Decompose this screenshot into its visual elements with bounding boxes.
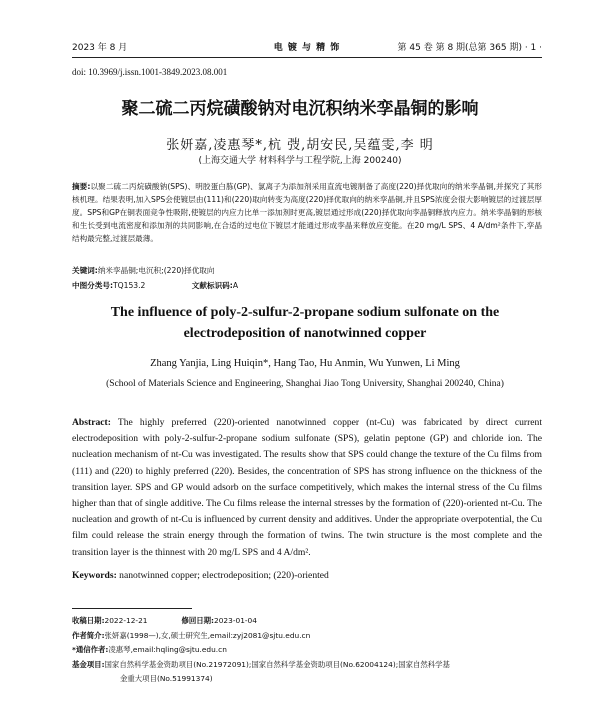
english-abstract xyxy=(72,415,542,561)
classification-label: 中图分类号: xyxy=(72,281,114,290)
funding-text: 国家自然科学基金资助项目(No.21972091);国家自然科学基金资助项目(No.62004124);国家自然科学基 xyxy=(104,659,450,669)
document-code xyxy=(192,281,260,290)
chinese-keywords xyxy=(72,265,542,276)
chinese-title: 聚二硫二丙烷磺酸钠对电沉积纳米孪晶铜的影响 xyxy=(121,99,479,119)
received-label: 收稿日期: xyxy=(72,616,105,625)
chinese-abstract-label: 摘要: xyxy=(72,182,91,191)
english-keywords-text: nanotwinned copper; electrodeposition; (220)-oriented xyxy=(119,570,329,581)
author-info-label: 作者简介: xyxy=(72,630,105,640)
english-affiliation: (School of Materials Science and Engineering, Shanghai Jiao Tong University, Shanghai 200240, China) xyxy=(106,379,504,389)
english-title: The influence of poly-2-sulfur-2-propane sodium sulfonate on the electrodeposition of nanotwinned copper xyxy=(110,305,500,341)
header-date: 2023 年 8 月 xyxy=(72,43,128,53)
funding-label: 基金项目: xyxy=(72,659,105,669)
revised-date: 2023-01-04 xyxy=(214,616,257,625)
running-header xyxy=(72,40,542,56)
english-abstract-label: Abstract: xyxy=(72,417,111,428)
chinese-keywords-label: 关键词: xyxy=(72,266,98,275)
english-authors: Zhang Yanjia, Ling Huiqin*, Hang Tao, Hu Anmin, Wu Yunwen, Li Ming xyxy=(150,358,460,369)
header-volume-page xyxy=(398,40,542,53)
document-code-value: A xyxy=(232,281,239,290)
header-volume: 第 45 卷 第 8 期(总第 365 期) xyxy=(397,43,522,53)
received-date: 2022-12-21 xyxy=(104,616,148,625)
footnotes xyxy=(72,614,542,687)
chinese-keywords-text: 纳米孪晶铜;电沉积;(220)择优取向 xyxy=(97,266,215,275)
english-keywords xyxy=(72,570,542,581)
doi[interactable]: doi: 10.3969/j.issn.1001-3849.2023.08.001 xyxy=(72,67,228,77)
chinese-abstract-text: 以聚二硫二丙烷磺酸钠(SPS)、明胶蛋白胨(GP)、氯离子为添加剂采用直流电镀制备了高度(220)择优取向的纳米孪晶铜,并探究了其形核机理。结果表明,加入SPS会使镀层由(111)和(220)取向转变为高度(220)择优取向的纳米孪晶铜,并且SPS浓度会很大影响镀层的过渡层厚度。SPS和GP在铜表面竞争性吸附,使镀层的内应力比单一添加剂时更高,镀层通过形成(220)择优取向孪晶铜释放内应力。纳米孪晶铜的形核和生长受到电流密度和添加剂的共同影响,在合适的过电位下镀层才能通过形成孪晶来释放应变能。在20 mg/L SPS、4 A/dm²条件下,孪晶结构最完整,过渡层最薄。 xyxy=(72,182,542,243)
document-code-label: 文献标识码: xyxy=(191,281,233,290)
chinese-authors: 张妍嘉,凌惠琴*,杭 弢,胡安民,吴蕴雯,李 明 xyxy=(166,138,434,153)
footnote-funding xyxy=(72,658,542,673)
footnote-corresponding xyxy=(72,643,542,658)
chinese-affiliation: (上海交通大学 材料科学与工程学院,上海 200240) xyxy=(198,156,402,166)
header-page-number: · 1 · xyxy=(524,43,542,53)
footnote-author-info xyxy=(72,629,542,644)
header-journal-name: 电 镀 与 精 饰 xyxy=(273,43,341,53)
footnote-dates xyxy=(72,614,542,629)
author-info-text: 张妍嘉(1998—),女,硕士研究生,email:zyj2081@sjtu.edu.cn xyxy=(104,630,311,640)
english-abstract-text: The highly preferred (220)-oriented nanotwinned copper (nt-Cu) was fabricated by direct current electrodeposition with poly-2-sulfur-2-propane sodium sulfonate (SPS), gelatin peptone (GP) and chloride ion. The nucleation mechanism of nt-Cu was investigated. The results show that SPS could change the texture of the Cu films from (111) and (220) to highly preferred (220). Besides, the concentration of SPS has strong influence on the thickness of the transition layer. SPS and GP would adsorb on the surface competitively, which makes the internal stress of the Cu films higher than that of single additive. The Cu films release the internal stresses by the formation of (220)-oriented nt-Cu. The nucleation and growth of nt-Cu is influenced by current density and additives. Under the appropriate overpotential, the Cu film could release the strain energy through the formation of twins. The twin structure is the most complete and the transition layer is the thinnest with 20 mg/L SPS and 4 A/dm². xyxy=(72,417,542,558)
footnote-funding-continued: 金重大项目(No.51991374) xyxy=(120,674,213,683)
classification-number xyxy=(72,281,167,290)
footnote-divider xyxy=(72,608,192,609)
corresponding-label: *通信作者: xyxy=(72,645,109,654)
corresponding-text: 凌惠琴,email:hqling@sjtu.edu.cn xyxy=(108,645,227,654)
english-keywords-label: Keywords: xyxy=(72,570,117,581)
header-divider xyxy=(72,57,542,58)
classification-line xyxy=(72,280,282,291)
revised-label: 修回日期: xyxy=(181,616,215,625)
chinese-abstract xyxy=(72,180,542,245)
classification-value: TQ153.2 xyxy=(113,281,146,290)
